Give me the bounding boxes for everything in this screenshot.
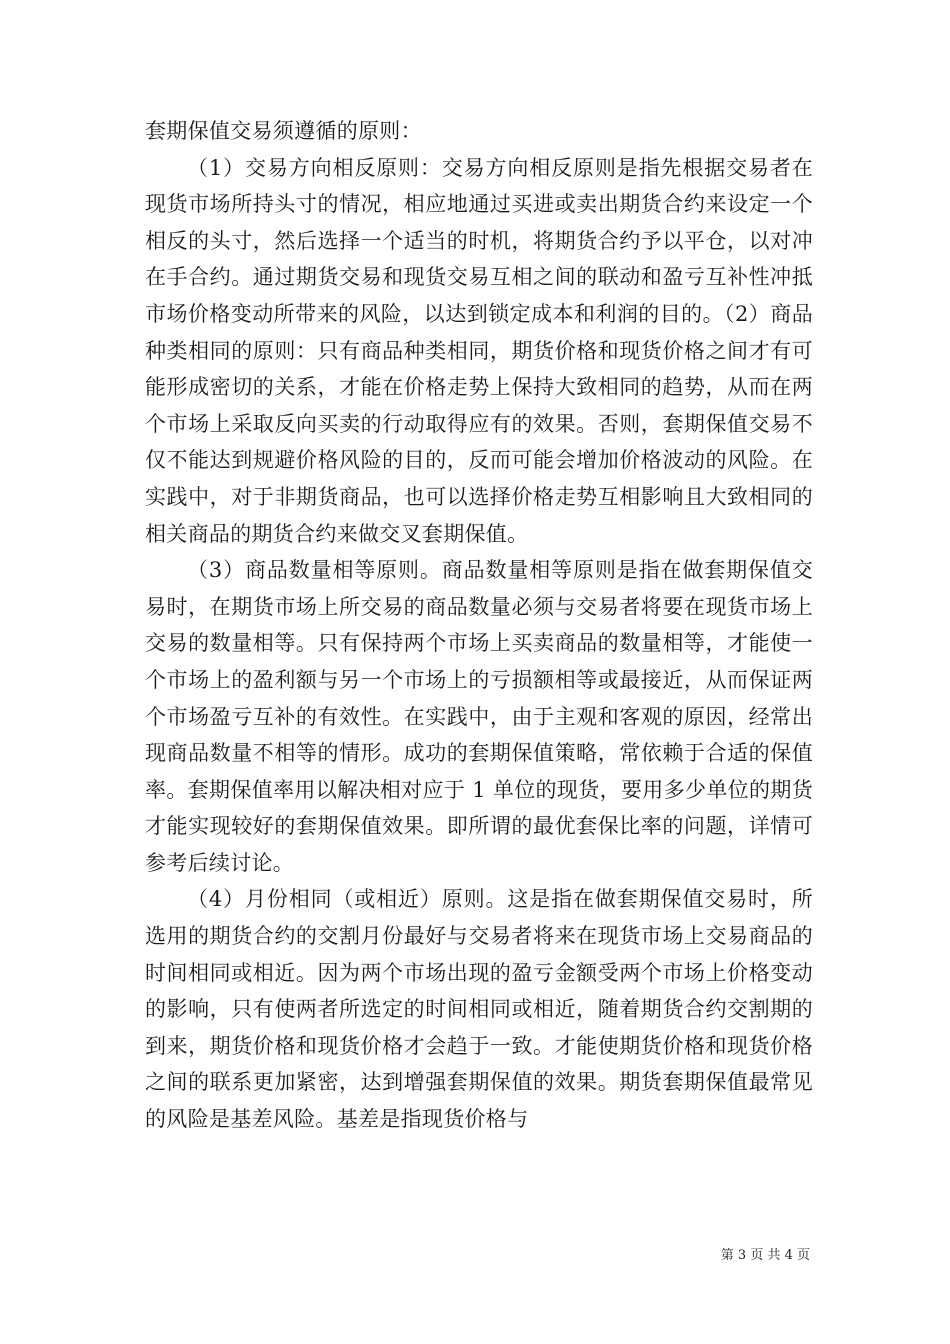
section-heading: 套期保值交易须遵循的原则： (145, 119, 422, 143)
paragraph-principle-4: （4）月份相同（或相近）原则。这是指在做套期保值交易时，所选用的期货合约的交割月份最好与交易者将来在现货市场上交易商品的时间相同或相近。因为两个市场出现的盈亏金额受两个市场上价格变动的影响，只有使两者所选定的时间相同或相近，随着期货合约交割期的到来，期货价格和现货价格才会趋于一致。才能使期货价格和现货价格之间的联系更加紧密，达到增强套期保值的效果。期货套期保值最常见的风险是基差风险。基差是指现货价格与 (145, 887, 813, 1132)
paragraph-principle-1-2: （1）交易方向相反原则：交易方向相反原则是指先根据交易者在现货市场所持头寸的情况，相应地通过买进或卖出期货合约来设定一个相反的头寸，然后选择一个适当的时机，将期货合约予以平仓，以对冲在手合约。通过期货交易和现货交易互相之间的联动和盈亏互补性冲抵市场价格变动所带来的风险，以达到锁定成本和利润的目的。（2）商品种类相同的原则：只有商品种类相同，期货价格和现货价格之间才有可能形成密切的关系，才能在价格走势上保持大致相同的趋势，从而在两个市场上采取反向买卖的行动取得应有的效果。否则，套期保值交易不仅不能达到规避价格风险的目的，反而可能会增加价格波动的风险。在实践中，对于非期货商品，也可以选择价格走势互相影响且大致相同的相关商品的期货合约来做交叉套期保值。 (145, 155, 813, 546)
document-body (145, 113, 813, 1138)
page-number-footer: 第 3 页 共 4 页 (720, 1248, 810, 1263)
paragraph-principle-3: （3）商品数量相等原则。商品数量相等原则是指在做套期保值交易时，在期货市场上所交易的商品数量必须与交易者将要在现货市场上交易的数量相等。只有保持两个市场上买卖商品的数量相等，才能使一个市场上的盈利额与另一个市场上的亏损额相等或最接近，从而保证两个市场盈亏互补的有效性。在实践中，由于主观和客观的原因，经常出现商品数量不相等的情形。成功的套期保值策略，常依赖于合适的保值率。套期保值率用以解决相对应于 1 单位的现货，要用多少单位的期货才能实现较好的套期保值效果。即所谓的最优套保比率的问题，详情可参考后续讨论。 (145, 558, 813, 875)
